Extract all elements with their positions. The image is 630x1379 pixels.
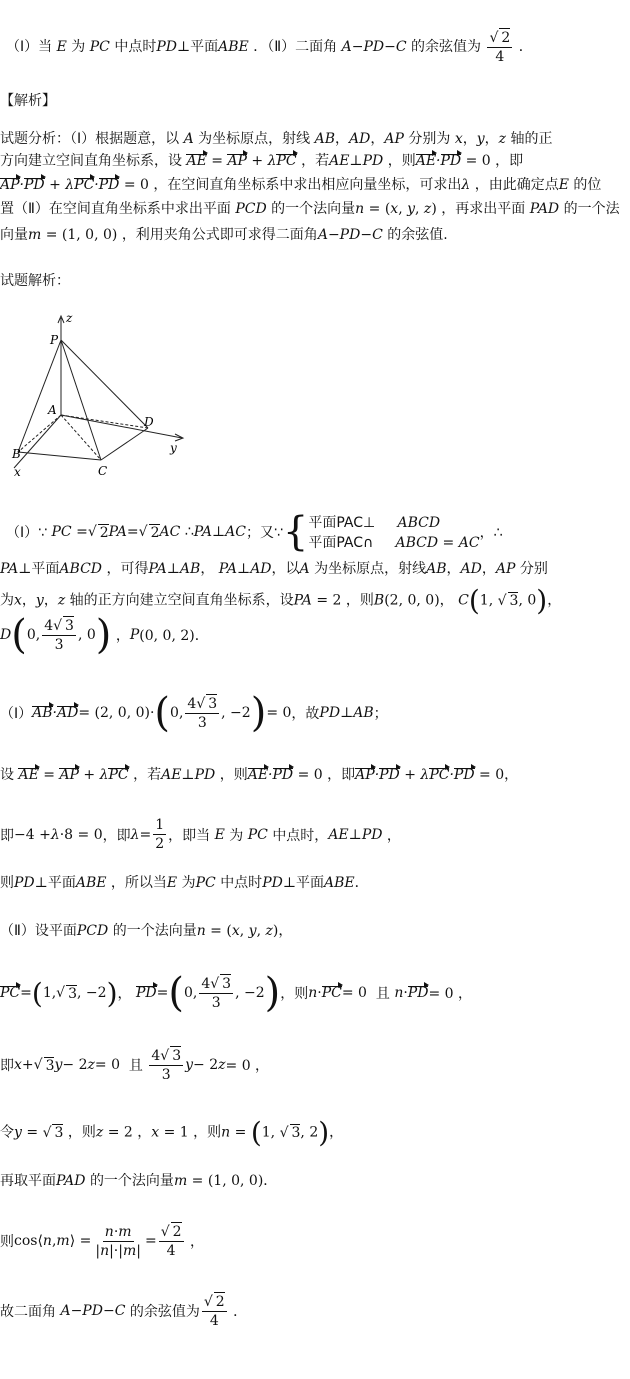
analysis-line-4: 置（Ⅱ）在空间直角坐标系中求出平面 PCD 的一个法向量n = (x, y, z) ，再求出平面 PAD 的一个法 (0, 201, 620, 217)
analysis-line-1: 试题分析：（Ⅰ）根据题意，以 A 为坐标原点，射线 AB，AD，AP 分别为 x，y，z 轴的正 (0, 131, 553, 147)
axis-label-y: y (170, 441, 177, 455)
solution-line-13: 再取平面PAD 的一个法向量m = (1, 0, 0)． (0, 1173, 278, 1189)
solution-line-4: D ( 0, $\frac{4√ 3}{3}$ , 0 ) ， P (0, 0, 2)． (0, 612, 209, 658)
axis-label-z: z (66, 311, 73, 325)
answer-line: （Ⅰ）当 E 为 PC 中点时PD⊥平面ABE ．（Ⅱ）二面角 A−PD−C 的余弦值为 √ $\frac{2}{4}$ ． (6, 28, 533, 66)
solution-line-6: 设 AE = AP + λPC ，若AE⊥PD ，则AE·PD = 0 ，即AP·PD + λPC·PD = 0， (0, 767, 519, 783)
solution-line-10: PC = ( 1, √ 3 , −2 ) ， PD = ( 0, $\frac{4√ 3}{3}$ , −2 ) ，则 n · PC = 0 且 n · PD = 0 ， (0, 970, 472, 1016)
solution-line-3: 为x，y，z 轴的正方向建立空间直角坐标系，设PA = 2 ，则B(2, 0, 0)， C(1, √ 3, 0)， (0, 584, 561, 617)
solution-line-14: 则 cos⟨ n , m ⟩ = $\frac{n\cdot m}{|n|\cdot|m|}$ = √ $\frac{2}{4}$ ， (0, 1222, 204, 1260)
section-title: 【解析】 (0, 93, 56, 109)
axis-label-x: x (14, 465, 21, 478)
solution-line-12: 令y = √ 3 ，则z = 2 ，x = 1 ，则n = (1, √ 3, 2)， (0, 1116, 343, 1149)
point-label-P: P (50, 333, 59, 347)
solution-label: 试题解析： (0, 273, 70, 289)
solution-line-9: （Ⅱ）设平面PCD 的一个法向量n = (x, y, z)， (0, 923, 293, 939)
solution-line-7: 即 −4 + λ ·8 = 0 ，即 λ = $\frac{1}{2}$ ，即当 E 为 PC 中点时， AE ⊥ PD ， (0, 817, 401, 852)
point-label-D: D (144, 415, 154, 429)
solution-line-11: 即 x + √ 3 y − 2 z = 0 且 $\frac{4√ 3}{3}$ y − 2 z = 0 ， (0, 1046, 269, 1084)
analysis-line-5: 向量m = (1, 0, 0) ，利用夹角公式即可求得二面角A−PD−C 的余弦值. (0, 227, 448, 243)
solution-line-1: （Ⅰ）∵ PC = √ 2 PA = √ 2 AC ∴ PA ⊥ AC ；又∵ { 平面PAC⊥ ABCD 平面PAC∩ ABCD = AC ，∴ (6, 512, 502, 552)
point-label-A: A (48, 403, 57, 417)
final-answer-fraction: √ $\frac{2}{4}$ (202, 1292, 227, 1330)
solution-line-15: 故二面角 A − PD − C 的余弦值为 √ $\frac{2}{4}$ ． (0, 1292, 247, 1330)
equation-system: { 平面PAC⊥ ABCD 平面PAC∩ ABCD = AC (282, 509, 480, 555)
point-label-B: B (12, 447, 21, 461)
solution-line-5: （Ⅰ） AB·AD = (2, 0, 0)· ( 0, $\frac{4√ 3}{3}$ , −2 ) = 0 ，故 PD ⊥ AB ； (0, 690, 388, 736)
point-label-C: C (98, 464, 108, 478)
analysis-line-2: 方向建立空间直角坐标系，设 AE = AP + λPC ，若AE⊥PD ，则AE·PD = 0 ，即 (0, 153, 524, 169)
answer-fraction: √ $\frac{2}{4}$ (487, 28, 512, 66)
solution-line-8: 则PD⊥平面ABE ，所以当E 为PC 中点时PD⊥平面ABE． (0, 875, 369, 891)
pyramid-figure (6, 310, 196, 478)
analysis-line-3: AP·PD + λPC·PD = 0 ，在空间直角坐标系中求出相应向量坐标，可求出λ ，由此确定点E 的位 (0, 177, 602, 193)
solution-line-2: PA⊥平面ABCD ，可得PA⊥AB， PA⊥AD，以A 为坐标原点，射线AB，AD，AP 分别 (0, 561, 548, 577)
